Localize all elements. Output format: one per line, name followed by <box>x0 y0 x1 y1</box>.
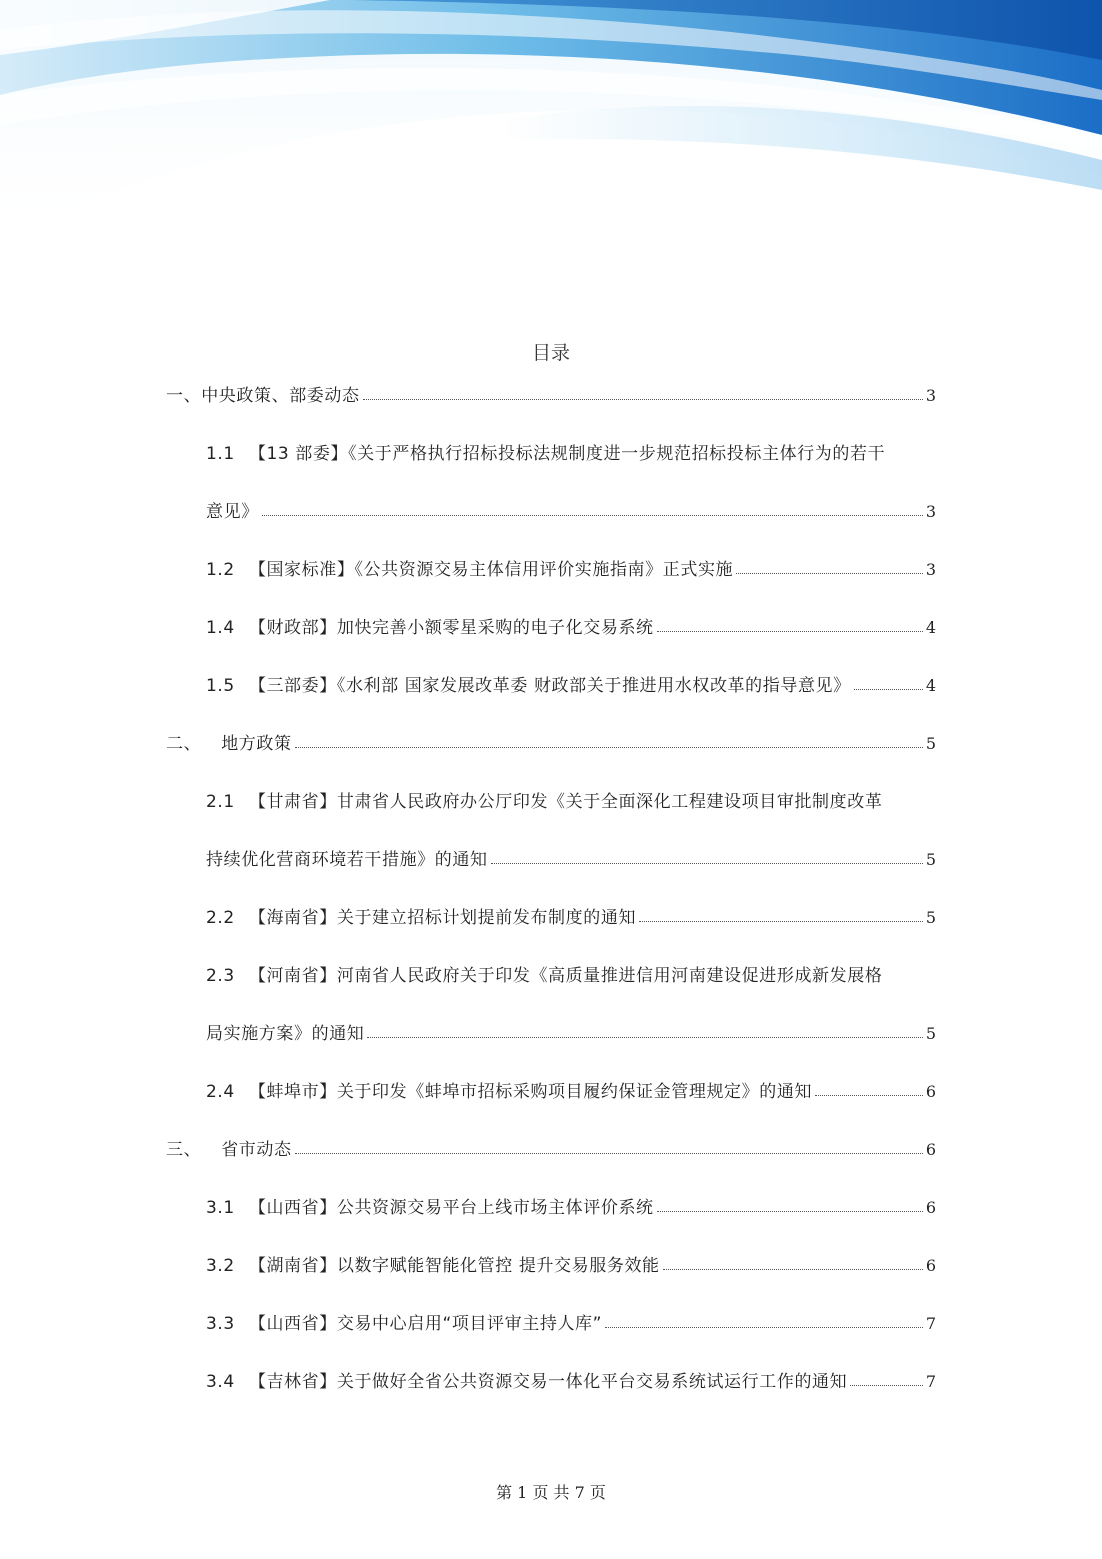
toc-entry-number: 1.4 <box>206 618 235 638</box>
toc-page-number: 5 <box>925 1024 936 1043</box>
toc-entry[interactable] <box>206 1367 936 1392</box>
page-footer: 第 1 页 共 7 页 <box>496 1483 606 1502</box>
toc-page-number: 7 <box>925 1314 936 1333</box>
toc-page-number: 3 <box>925 502 936 521</box>
toc-entry-text: 持续优化营商环境若干措施》的通知 <box>206 850 488 870</box>
toc-leader-dots <box>657 1207 923 1212</box>
toc-entry-number: 1.5 <box>206 676 235 696</box>
toc-leader-dots <box>295 743 923 748</box>
toc-entry[interactable] <box>206 613 936 638</box>
toc-page-number: 7 <box>925 1372 936 1391</box>
toc-leader-dots <box>854 685 923 690</box>
toc-entry-continuation[interactable] <box>206 845 936 870</box>
toc-leader-dots <box>491 859 923 864</box>
toc-page-number: 3 <box>925 386 936 405</box>
toc-leader-dots <box>605 1323 923 1328</box>
toc-page-number: 6 <box>925 1140 936 1159</box>
toc-entry-number: 1.1 <box>206 444 235 464</box>
toc-entry-text: 【财政部】加快完善小额零星采购的电子化交易系统 <box>248 618 654 638</box>
toc-entry-text: 地方政策 <box>221 734 292 754</box>
toc-entry-text: 【河南省】河南省人民政府关于印发《高质量推进信用河南建设促进形成新发展格 <box>248 966 883 986</box>
toc-entry[interactable] <box>206 1309 936 1334</box>
toc-leader-dots <box>639 917 923 922</box>
header-banner <box>0 0 1102 320</box>
toc-entry-continuation[interactable] <box>206 497 936 522</box>
toc-entry[interactable] <box>206 903 936 928</box>
toc-entry[interactable] <box>206 1251 936 1276</box>
toc-entry-text: 【山西省】交易中心启用“项目评审主持人库” <box>248 1314 603 1334</box>
toc-entry-continuation[interactable] <box>206 1019 936 1044</box>
toc-page-number: 4 <box>925 676 936 695</box>
toc-entry-text: 【13 部委】《关于严格执行招标投标法规制度进一步规范招标投标主体行为的若干 <box>248 444 886 464</box>
toc-section-entry[interactable] <box>166 381 936 406</box>
toc-title: 目录 <box>531 342 570 364</box>
toc-entry-text: 【蚌埠市】关于印发《蚌埠市招标采购项目履约保证金管理规定》的通知 <box>248 1082 813 1102</box>
toc-entry-text: 【国家标准】《公共资源交易主体信用评价实施指南》正式实施 <box>248 560 734 580</box>
toc-entry-number: 3.4 <box>206 1372 235 1392</box>
toc-section-number: 三、 <box>166 1140 202 1160</box>
toc-entry-text: 【三部委】《水利部 国家发展改革委 财政部关于推进用水权改革的指导意见》 <box>248 676 851 696</box>
toc-section-entry[interactable] <box>166 729 936 754</box>
toc-entry[interactable] <box>206 439 936 464</box>
toc-entry[interactable] <box>206 1193 936 1218</box>
toc-entry-text: 一、中央政策、部委动态 <box>166 386 360 406</box>
toc-entry-text: 局实施方案》的通知 <box>206 1024 365 1044</box>
toc-leader-dots <box>657 627 923 632</box>
toc-page-number: 6 <box>925 1256 936 1275</box>
toc-section-number: 二、 <box>166 734 202 754</box>
toc-leader-dots <box>367 1033 922 1038</box>
toc-page-number: 5 <box>925 908 936 927</box>
toc-entry-number: 3.2 <box>206 1256 235 1276</box>
toc-entry-text: 意见》 <box>206 502 259 522</box>
toc-entry-text: 【海南省】关于建立招标计划提前发布制度的通知 <box>248 908 637 928</box>
toc-entry-number: 2.1 <box>206 792 235 812</box>
toc-leader-dots <box>850 1381 923 1386</box>
toc-entry-text: 省市动态 <box>221 1140 292 1160</box>
toc-leader-dots <box>363 395 923 400</box>
toc-entry-number: 2.2 <box>206 908 235 928</box>
toc-entry-number: 3.3 <box>206 1314 235 1334</box>
toc-entry[interactable] <box>206 961 936 986</box>
toc-leader-dots <box>262 511 923 516</box>
toc-page-number: 6 <box>925 1198 936 1217</box>
toc-leader-dots <box>736 569 923 574</box>
toc-entry[interactable] <box>206 1077 936 1102</box>
toc-entry[interactable] <box>206 787 936 812</box>
toc-page-number: 4 <box>925 618 936 637</box>
toc-entry-text: 【山西省】公共资源交易平台上线市场主体评价系统 <box>248 1198 654 1218</box>
toc-entry[interactable] <box>206 555 936 580</box>
toc-entry-number: 1.2 <box>206 560 235 580</box>
toc-entry-text: 【吉林省】关于做好全省公共资源交易一体化平台交易系统试运行工作的通知 <box>248 1372 848 1392</box>
toc-page-number: 3 <box>925 560 936 579</box>
toc-entry[interactable] <box>206 671 936 696</box>
toc-entry-text: 【甘肃省】甘肃省人民政府办公厅印发《关于全面深化工程建设项目审批制度改革 <box>248 792 883 812</box>
toc-entry-number: 2.3 <box>206 966 235 986</box>
toc-entry-number: 2.4 <box>206 1082 235 1102</box>
toc-entry-number: 3.1 <box>206 1198 235 1218</box>
toc-page-number: 6 <box>925 1082 936 1101</box>
toc-page-number: 5 <box>925 734 936 753</box>
toc-entry-text: 【湖南省】以数字赋能智能化管控 提升交易服务效能 <box>248 1256 660 1276</box>
toc-leader-dots <box>663 1265 923 1270</box>
toc-leader-dots <box>815 1091 923 1096</box>
toc-page-number: 5 <box>925 850 936 869</box>
toc-leader-dots <box>295 1149 923 1154</box>
toc-section-entry[interactable] <box>166 1135 936 1160</box>
